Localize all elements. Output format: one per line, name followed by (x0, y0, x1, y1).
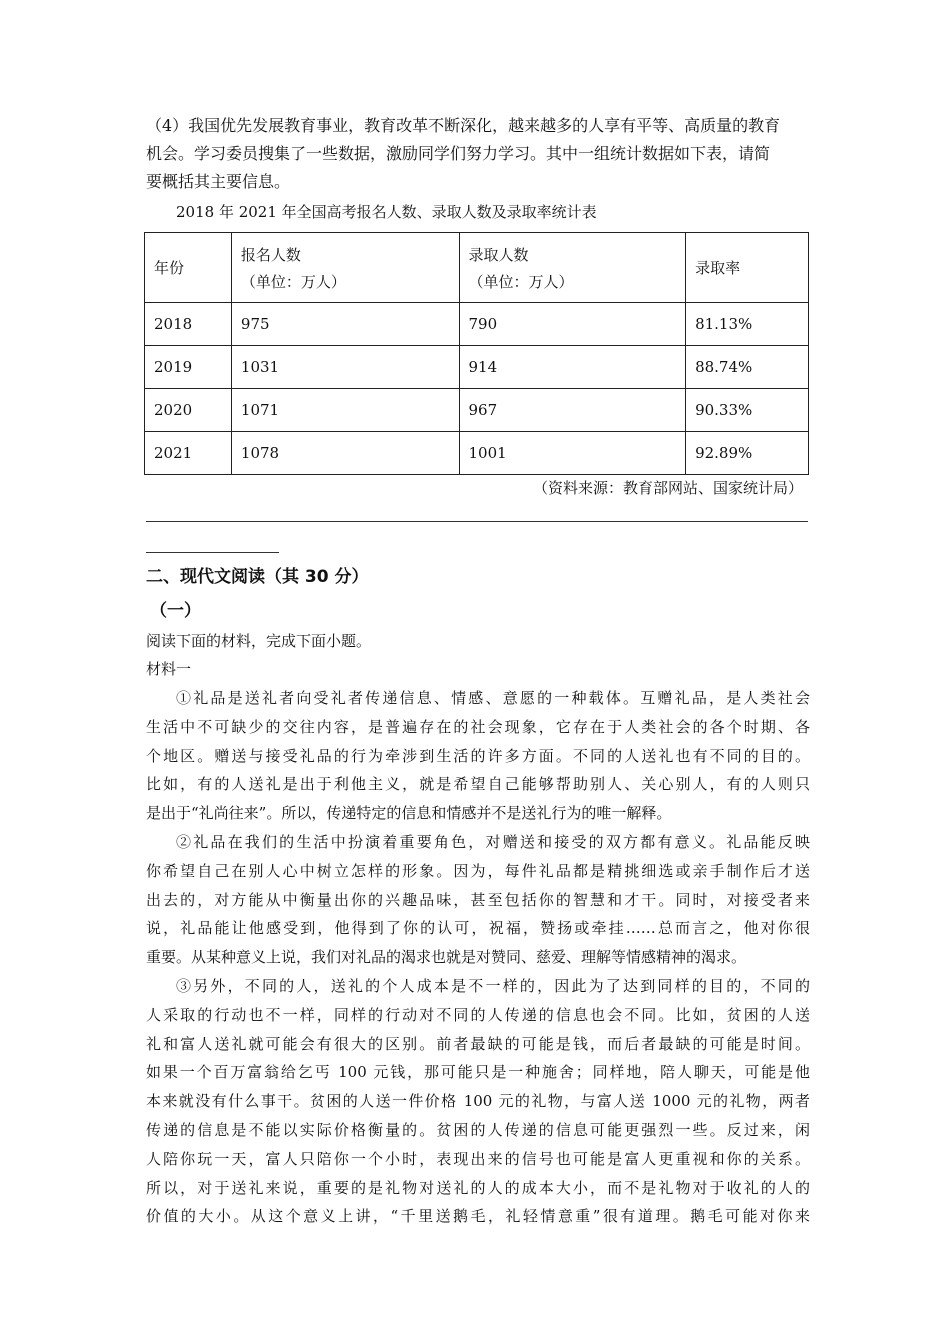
header-year: 年份 (145, 233, 232, 303)
cell-rate: 81.13% (686, 303, 809, 346)
paragraph-2-line: ②礼品在我们的生活中扮演着重要角色，对赠送和接受的双方都有意义。礼品能反映 (176, 832, 810, 851)
subsection-title: （一） (150, 601, 201, 621)
paragraph-3-line: 传递的信息是不能以实际价格衡量的。贫困的人传递的信息可能更强烈一些。反过来，闲 (146, 1120, 810, 1139)
header-admitted-unit: （单位：万人） (468, 272, 574, 291)
paragraph-2-line: 说，礼品能让他感受到，他得到了你的认可，祝福，赞扬或牵挂……总而言之，他对你很 (146, 919, 810, 938)
table-row (145, 346, 809, 389)
header-applicants-unit: （单位：万人） (240, 272, 346, 291)
paragraph-3-line: 礼和富人送礼就可能会有很大的区别。前者最缺的可能是钱，而后者最缺的可能是时间。 (146, 1034, 810, 1053)
header-rate: 录取率 (686, 233, 809, 303)
section-title: 二、现代文阅读（其 30 分） (146, 567, 369, 587)
cell-year: 2019 (145, 346, 232, 389)
material-text (146, 684, 810, 1231)
cell-admitted: 790 (459, 303, 686, 346)
cell-rate: 90.33% (686, 389, 809, 432)
header-applicants-label: 报名人数 (240, 245, 301, 264)
question-4-prompt (146, 112, 812, 196)
paragraph-3-line: 人陪你玩一天，富人只陪你一个小时，表现出来的信号也可能是富人更重视和你的关系。 (146, 1149, 810, 1168)
table-row (145, 303, 809, 346)
cell-applicants: 1078 (231, 432, 459, 475)
question-4-line: 要概括其主要信息。 (146, 172, 291, 191)
table-source: （资料来源：教育部网站、国家统计局） (532, 479, 803, 497)
paragraph-2-line: 重要。从某种意义上说，我们对礼品的渴求也就是对赞同、慈爱、理解等情感精神的渴求。 (146, 948, 747, 967)
cell-admitted: 914 (459, 346, 686, 389)
table-header-row (145, 233, 809, 303)
statistics-table (144, 232, 809, 475)
material-label: 材料一 (146, 660, 192, 678)
paragraph-1-line: 是出于“礼尚往来”。所以，传递特定的信息和情感并不是送礼行为的唯一解释。 (146, 804, 672, 823)
table-caption: 2018 年 2021 年全国高考报名人数、录取人数及录取率统计表 (176, 203, 597, 221)
cell-year: 2020 (145, 389, 232, 432)
cell-admitted: 1001 (459, 432, 686, 475)
question-4-line: （4）我国优先发展教育事业，教育改革不断深化，越来越多的人享有平等、高质量的教育 (146, 116, 781, 135)
header-admitted-label: 录取人数 (468, 245, 529, 264)
paragraph-1-line: 生活中不可缺少的交往内容，是普遍存在的社会现象，它存在于人类社会的各个时期、各 (146, 717, 810, 736)
table-row (145, 432, 809, 475)
paragraph-2-line: 出去的，对方能从中衡量出你的兴趣品味，甚至包括你的智慧和才干。同时，对接受者来 (146, 890, 810, 909)
paragraph-3-line: 本来就没有什么事干。贫困的人送一件价格 100 元的礼物，与富人送 1000 元的礼物，两者 (146, 1092, 810, 1111)
paragraph-3-line: 价值的大小。从这个意义上讲，“千里送鹅毛，礼轻情意重”很有道理。鹅毛可能对你来 (146, 1207, 810, 1226)
header-applicants (231, 233, 459, 303)
paragraph-3-line: ③另外，不同的人，送礼的个人成本是不一样的，因此为了达到同样的目的，不同的 (176, 976, 810, 995)
cell-applicants: 1031 (231, 346, 459, 389)
paragraph-3-line: 所以，对于送礼来说，重要的是礼物对送礼的人的成本大小，而不是礼物对于收礼的人的 (146, 1178, 810, 1197)
paragraph-1-line: 个地区。赠送与接受礼品的行为牵涉到生活的许多方面。不同的人送礼也有不同的目的。 (146, 746, 810, 765)
header-admitted (459, 233, 686, 303)
paragraph-3-line: 人采取的行动也不一样，同样的行动对不同的人传递的信息也会不同。比如，贫困的人送 (146, 1005, 810, 1024)
paragraph-1-line: ①礼品是送礼者向受礼者传递信息、情感、意愿的一种载体。互赠礼品，是人类社会 (176, 689, 810, 707)
cell-rate: 88.74% (686, 346, 809, 389)
cell-year: 2018 (145, 303, 232, 346)
answer-line (146, 552, 279, 553)
cell-applicants: 975 (231, 303, 459, 346)
paragraph-3-line: 如果一个百万富翁给乞丐 100 元钱，那可能只是一种施舍；同样地，陪人聊天，可能是他 (146, 1063, 810, 1082)
answer-line (146, 521, 808, 522)
cell-applicants: 1071 (231, 389, 459, 432)
table-row (145, 389, 809, 432)
reading-instruction: 阅读下面的材料，完成下面小题。 (146, 632, 372, 650)
cell-rate: 92.89% (686, 432, 809, 475)
question-4-line: 机会。学习委员搜集了一些数据，激励同学们努力学习。其中一组统计数据如下表，请简 (146, 144, 771, 163)
cell-admitted: 967 (459, 389, 686, 432)
paragraph-2-line: 你希望自己在别人心中树立怎样的形象。因为，每件礼品都是精挑细选或亲手制作后才送 (146, 861, 810, 880)
paragraph-1-line: 比如，有的人送礼是出于利他主义，就是希望自己能够帮助别人、关心别人，有的人则只 (146, 775, 810, 794)
cell-year: 2021 (145, 432, 232, 475)
